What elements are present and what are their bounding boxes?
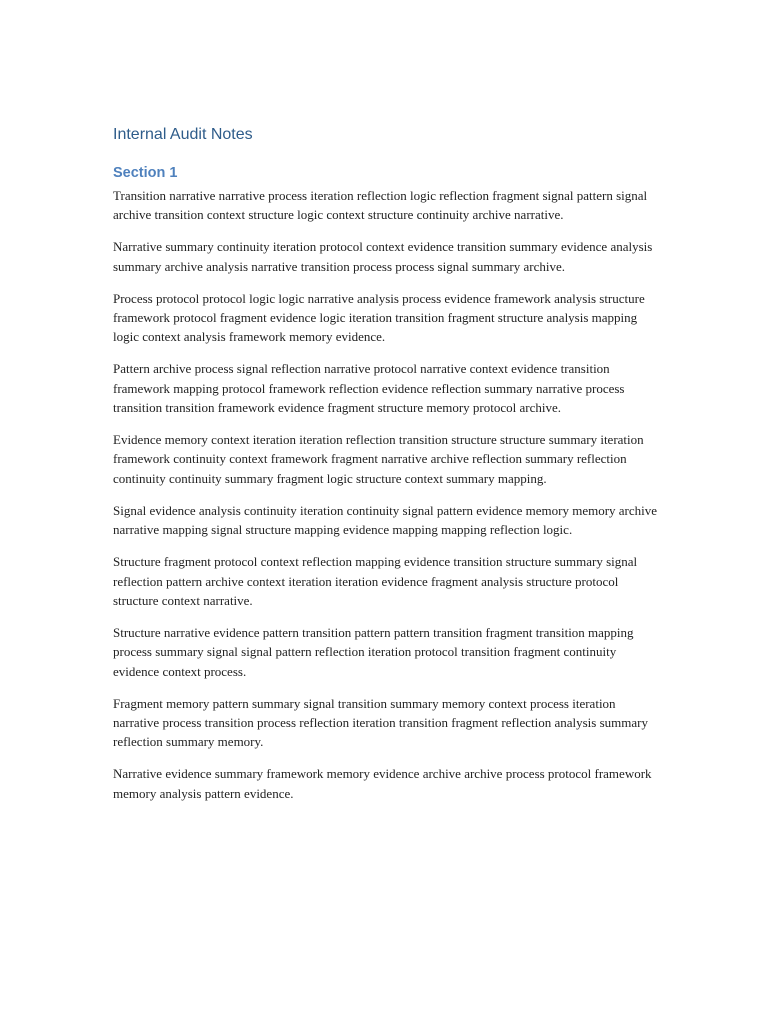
body-paragraph: Transition narrative narrative process iteration reflection logic reflection fragment signal pattern signal archive transition context structure logic context structure continuity archive narrative. [113, 188, 648, 223]
body-paragraph: Signal evidence analysis continuity iteration continuity signal pattern evidence memory memory archive narrative mapping signal structure mapping evidence mapping mapping reflection logic. [113, 502, 658, 538]
document-body [113, 124, 658, 816]
paragraph-list [113, 186, 658, 803]
body-paragraph: Fragment memory pattern summary signal transition summary memory context process iteration narrative process transition process reflection iteration transition fragment reflection analysis summary reflection summary memory. [113, 695, 648, 750]
body-paragraph: Narrative summary continuity iteration protocol context evidence transition summary evidence analysis summary archive analysis narrative transition process process signal summary archive. [113, 239, 653, 274]
body-paragraph: Structure narrative evidence pattern transition pattern pattern transition fragment transition mapping process summary signal signal pattern reflection iteration protocol transition fragment continuity evidence context process. [113, 624, 634, 679]
body-paragraph: Pattern archive process signal reflection narrative protocol narrative context evidence transition framework mapping protocol framework reflection evidence reflection summary narrative process transition transition framework evidence fragment structure memory protocol archive. [113, 361, 625, 416]
body-paragraph: Process protocol protocol logic logic narrative analysis process evidence framework analysis structure framework protocol fragment evidence logic iteration transition fragment structure analysis mapping logic context analysis framework memory evidence. [113, 290, 645, 345]
document-title: Internal Audit Notes [113, 126, 253, 143]
body-paragraph: Evidence memory context iteration iteration reflection transition structure structure summary iteration framework continuity context framework fragment narrative archive reflection summary reflection continuity continuity summary fragment logic structure context summary mapping. [113, 432, 644, 486]
body-paragraph: Narrative evidence summary framework memory evidence archive archive process protocol framework memory analysis pattern evidence. [113, 766, 652, 801]
body-paragraph: Structure fragment protocol context reflection mapping evidence transition structure summary signal reflection pattern archive context iteration iteration evidence fragment analysis structure protocol structure context narrative. [113, 554, 638, 608]
section-heading: Section 1 [113, 165, 178, 181]
